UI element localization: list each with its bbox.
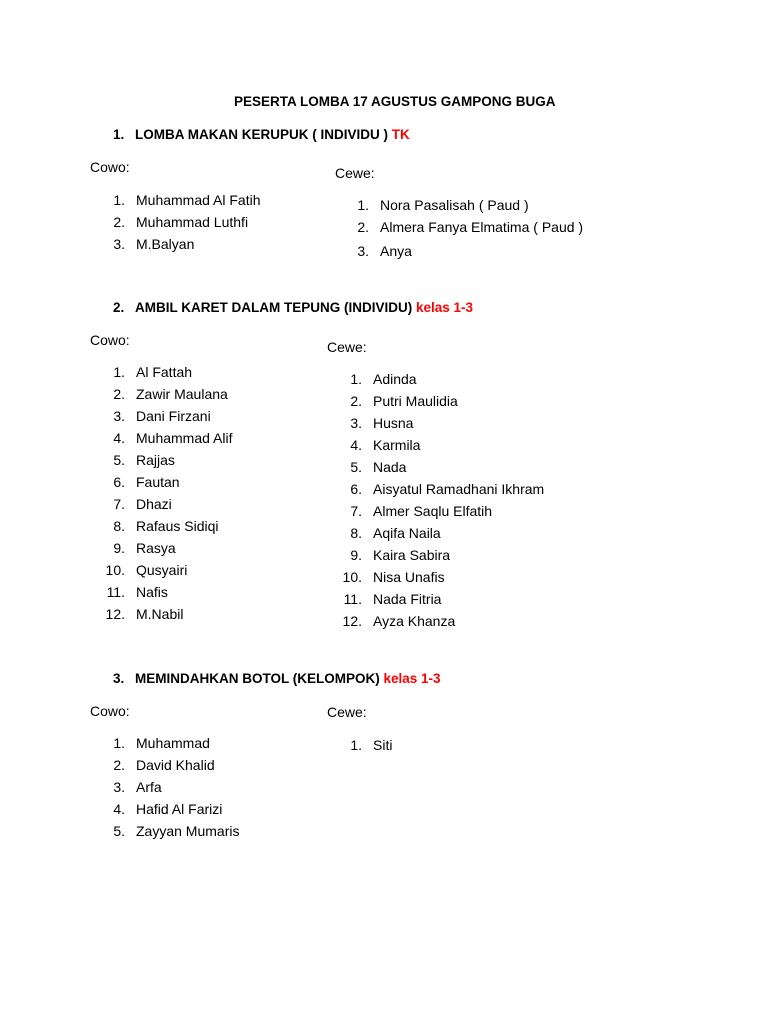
list-item: 2. Putri Maulidia [350,393,458,409]
section-title: AMBIL KARET DALAM TEPUNG (INDIVIDU) kelas 1-3 [135,300,474,315]
list-item: 9. Kaira Sabira [350,547,451,563]
section-tag: kelas 1-3 [416,300,474,315]
cewe-list [350,734,673,756]
list-item: 4. Hafid Al Farizi [113,801,223,817]
list-item: 3. Anya [357,243,412,259]
cewe-label: Cewe: [335,165,375,181]
list-item: 10. Nisa Unafis [342,569,445,585]
list-item: 2. David Khalid [113,757,215,773]
list-item: 2. Almera Fanya Elmatima ( Paud ) [357,219,584,235]
section-number: 2. [113,300,125,315]
list-item: 5. Rajjas [113,452,175,468]
section-heading-2 [113,300,533,318]
list-item: 1. Siti [350,737,393,753]
section-tag: TK [391,127,410,142]
list-item: 7. Dhazi [113,496,172,512]
list-item: 5. Nada [350,459,407,475]
cowo-label: Cowo: [90,703,130,719]
list-item: 6. Aisyatul Ramadhani Ikhram [350,481,545,497]
cewe-label: Cewe: [327,339,367,355]
cewe-list [342,368,673,632]
cowo-label: Cowo: [90,332,130,348]
cowo-list [105,361,233,625]
list-item: 7. Almer Saqlu Elfatih [350,503,493,519]
list-item: 1. Adinda [350,371,417,387]
list-item: 12. M.Nabil [105,606,184,622]
list-item: 10. Qusyairi [105,562,188,578]
list-item: 3. M.Balyan [113,236,195,252]
list-item: 11. Nafis [106,584,168,600]
section-number: 1. [113,127,125,142]
list-item: 3. Dani Firzani [113,408,211,424]
list-item: 2. Muhammad Luthfi [113,214,249,230]
list-item: 11. Nada Fitria [343,591,442,607]
list-item: 9. Rasya [113,540,176,556]
cowo-list [113,732,240,842]
section-number: 3. [113,671,125,686]
list-item: 2. Zawir Maulana [113,386,228,402]
cewe-list [357,194,680,260]
page-title: PESERTA LOMBA 17 AGUSTUS GAMPONG BUGA [234,94,556,109]
list-item: 1. Al Fattah [113,364,193,380]
section-title: LOMBA MAKAN KERUPUK ( INDIVIDU ) TK [135,127,410,142]
section-heading-1 [113,127,533,145]
list-item: 1. Nora Pasalisah ( Paud ) [357,197,529,213]
cewe-label: Cewe: [327,704,367,720]
section-heading-3 [113,671,533,689]
list-item: 3. Husna [350,415,414,431]
list-item: 3. Arfa [113,779,162,795]
list-item: 1. Muhammad [113,735,210,751]
list-item: 12. Ayza Khanza [342,613,456,629]
section-title: MEMINDAHKAN BOTOL (KELOMPOK) kelas 1-3 [135,671,441,686]
list-item: 8. Aqifa Naila [350,525,441,541]
section-tag: kelas 1-3 [383,671,441,686]
list-item: 4. Karmila [350,437,421,453]
list-item: 4. Muhammad Alif [113,430,233,446]
list-item: 1. Muhammad Al Fatih [113,192,261,208]
cowo-list [113,189,261,255]
cowo-label: Cowo: [90,159,130,175]
list-item: 6. Fautan [113,474,180,490]
list-item: 5. Zayyan Mumaris [113,823,240,839]
list-item: 8. Rafaus Sidiqi [113,518,219,534]
